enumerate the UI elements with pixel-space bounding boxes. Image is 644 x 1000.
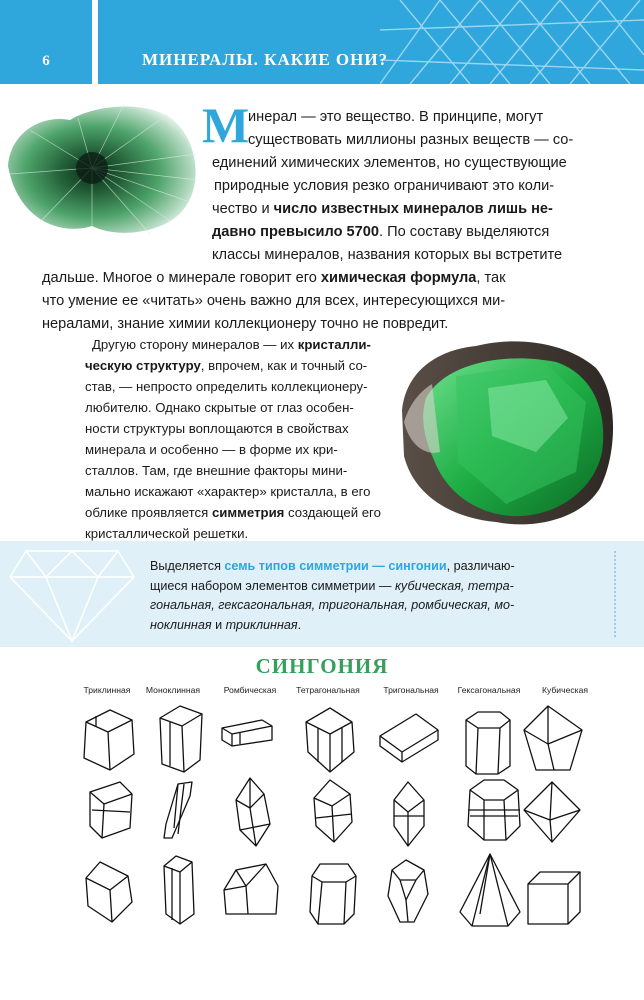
crystal-triclinic-2 [90, 782, 132, 838]
crystal-monoclinic-1 [160, 706, 202, 772]
column-label-tetragonal: Тетрагональная [296, 685, 360, 695]
panel-line: щиеся набором элементов симметрии — кубическая, тетра- [150, 578, 514, 593]
crystal-tetragonal-1 [306, 708, 354, 772]
body-line: Другую сторону минералов — их кристалли- [92, 337, 371, 352]
body-line: ческую структуру, впрочем, как и точный со- [85, 358, 368, 373]
crystal-triclinic-3 [86, 862, 132, 922]
crystal-monoclinic-2 [164, 782, 192, 838]
column-label-hexagonal: Гексагональная [457, 685, 521, 695]
diamond-icon [6, 547, 138, 643]
crystal-tetragonal-3 [310, 864, 356, 924]
panel-line: ноклинная и триклинная. [150, 617, 302, 632]
intro-line: нералами, знание химии коллекционеру точно не повредит. [42, 316, 449, 332]
page-header [0, 0, 644, 84]
crystal-cubic-2 [524, 782, 580, 842]
column-label-triclinic: Триклинная [83, 685, 131, 695]
radial-mineral-image [0, 94, 205, 242]
body-line: любителю. Однако скрытые от глаз особен- [85, 400, 354, 415]
intro-line: природные условия резко ограничивают это коли- [214, 178, 555, 194]
crystal-monoclinic-3 [164, 856, 194, 924]
crystal-trigonal-3 [388, 860, 428, 922]
intro-line: давно превысило 5700. По составу выделяются [212, 224, 550, 240]
crystal-triclinic-1 [84, 710, 134, 770]
crystal-tetragonal-2 [314, 780, 352, 842]
intro-line: чество и число известных минералов лишь не- [212, 201, 553, 217]
crystal-cubic-1 [524, 706, 582, 770]
crystal-trigonal-1 [380, 714, 438, 762]
panel-line: Выделяется семь типов симметрии — сингонии, различаю- [150, 559, 515, 573]
body-line: став, — непросто определить коллекционеру- [85, 379, 368, 394]
crystal-hexagonal-3 [460, 854, 520, 926]
body-line: ности структуры воплощаются в свойствах [85, 421, 349, 436]
drop-cap: М [202, 97, 250, 153]
page-title: МИНЕРАЛЫ. КАКИЕ ОНИ? [142, 50, 389, 69]
crystal-orthorhombic-3 [224, 864, 278, 914]
page-number: 6 [42, 53, 50, 69]
column-label-monoclinic: Моноклинная [145, 685, 201, 695]
body-line: минерала и особенно — в форме их кри- [85, 442, 338, 457]
intro-line: единений химических элементов, но существующие [212, 155, 567, 171]
intro-line: инерал — это вещество. В принципе, могут [248, 109, 544, 125]
body-line: сталлов. Там, где внешние факторы мини- [85, 463, 348, 478]
body-line: кристаллической решетки. [85, 526, 249, 541]
crystal-orthorhombic-2 [236, 778, 270, 846]
intro-line: что умение ее «читать» очень важно для всех, интересующихся ми- [42, 293, 506, 309]
column-label-orthorhombic: Ромбическая [223, 685, 277, 695]
crystal-orthorhombic-1 [222, 720, 272, 746]
crystal-trigonal-2 [394, 782, 424, 846]
syngony-title: СИНГОНИЯ [255, 654, 389, 678]
body-line: облике проявляется симметрия создающей его [85, 505, 381, 520]
crystal-hexagonal-2 [468, 780, 520, 840]
body-line: мально искажают «характер» кристалла, в его [85, 484, 371, 499]
syngony-crystal-grid [0, 700, 644, 940]
column-label-cubic: Кубическая [541, 685, 589, 695]
header-line-pattern [380, 0, 644, 84]
intro-line: классы минералов, названия которых вы встретите [212, 247, 563, 263]
emerald-crystal-image [396, 332, 622, 532]
panel-line: гональная, гексагональная, тригональная, ромбическая, мо- [150, 598, 515, 612]
intro-line: дальше. Многое о минерале говорит его химическая формула, так [42, 270, 506, 286]
crystal-cubic-3 [528, 872, 580, 924]
column-label-trigonal: Тригональная [383, 685, 439, 695]
intro-line: существовать миллионы разных веществ — со- [248, 132, 574, 148]
crystal-hexagonal-1 [466, 712, 510, 774]
